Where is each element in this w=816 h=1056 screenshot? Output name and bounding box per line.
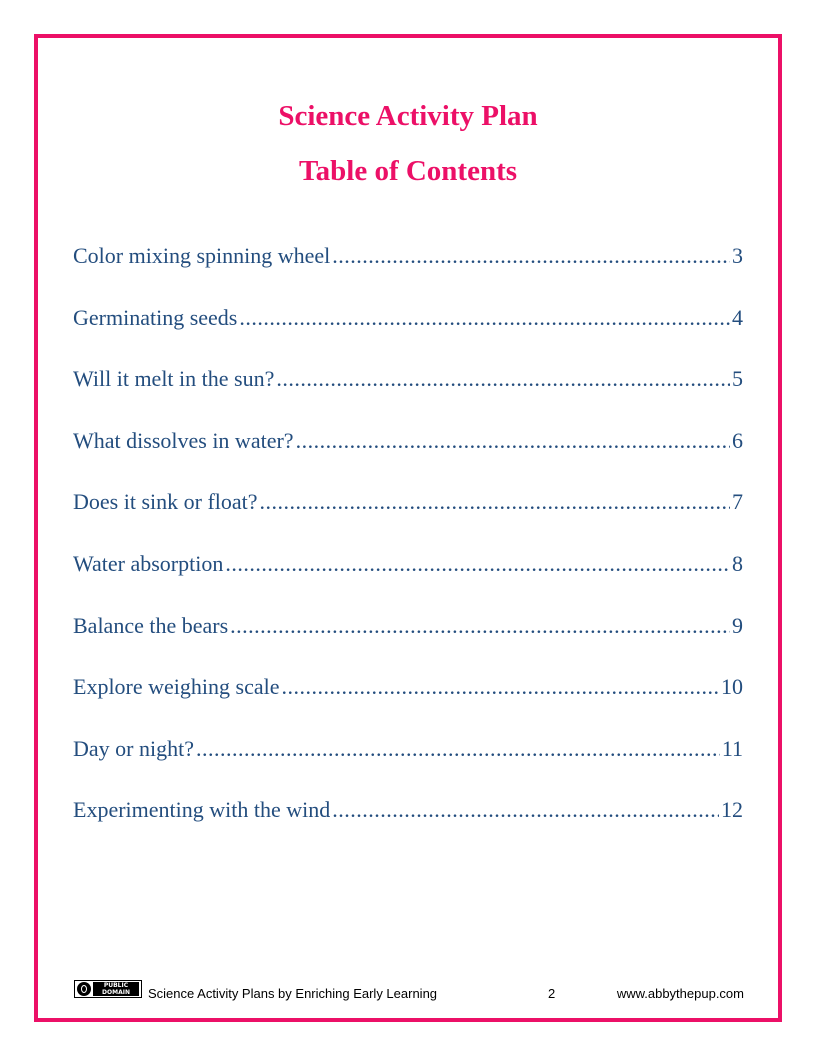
table-of-contents	[73, 243, 743, 859]
toc-entry-title: Germinating seeds	[73, 304, 238, 330]
toc-entry[interactable]	[73, 366, 743, 428]
toc-entry[interactable]	[73, 428, 743, 490]
toc-entry[interactable]	[73, 489, 743, 551]
toc-entry[interactable]	[73, 551, 743, 613]
toc-entry[interactable]	[73, 674, 743, 736]
page-footer	[74, 980, 744, 1004]
toc-heading: Table of Contents	[298, 155, 518, 187]
toc-entry-title: Will it melt in the sun?	[73, 366, 275, 392]
toc-entry[interactable]	[73, 305, 743, 367]
website-link[interactable]: www.abbythepup.com	[616, 986, 744, 1001]
toc-entry-title: Day or night?	[73, 735, 194, 761]
toc-entry-title: Balance the bears	[73, 612, 229, 638]
toc-entry-page: 9	[732, 612, 743, 638]
dot-leader	[260, 489, 730, 515]
toc-entry-page: 3	[732, 243, 743, 268]
dot-leader	[332, 797, 719, 823]
page-number: 2	[548, 986, 556, 1001]
toc-entry-title: Water absorption	[73, 550, 224, 576]
dot-leader	[230, 613, 730, 639]
toc-entry-page: 12	[721, 797, 743, 823]
toc-entry[interactable]	[73, 243, 743, 305]
dot-leader	[276, 366, 730, 392]
toc-entry-page: 7	[732, 489, 743, 515]
toc-entry-title: Color mixing spinning wheel	[73, 243, 331, 268]
toc-entry-page: 4	[732, 304, 743, 330]
dot-leader	[196, 736, 720, 762]
public-domain-icon	[77, 982, 91, 996]
toc-entry-title: Experimenting with the wind	[73, 797, 331, 823]
badge-line-2: DOMAIN	[102, 989, 130, 996]
dot-leader	[225, 551, 730, 577]
dot-leader	[282, 674, 720, 700]
dot-leader	[332, 243, 730, 269]
toc-entry[interactable]	[73, 613, 743, 675]
footer-credit: Science Activity Plans by Enriching Early Learning	[148, 986, 438, 1001]
toc-entry[interactable]	[73, 736, 743, 798]
toc-entry[interactable]	[73, 797, 743, 859]
toc-entry-title: Explore weighing scale	[73, 674, 280, 700]
toc-entry-page: 10	[721, 674, 743, 700]
document-title: Science Activity Plan	[278, 100, 538, 132]
badge-line-1: PUBLIC	[103, 982, 129, 989]
dot-leader	[296, 428, 730, 454]
public-domain-badge-text	[93, 982, 139, 996]
toc-entry-title: What dissolves in water?	[73, 427, 294, 453]
public-domain-badge	[74, 980, 142, 998]
toc-entry-page: 6	[732, 427, 743, 453]
toc-entry-page: 8	[732, 550, 743, 576]
toc-entry-page: 11	[721, 735, 743, 761]
toc-entry-title: Does it sink or float?	[73, 489, 258, 515]
dot-leader	[239, 305, 730, 331]
toc-entry-page: 5	[732, 366, 743, 392]
